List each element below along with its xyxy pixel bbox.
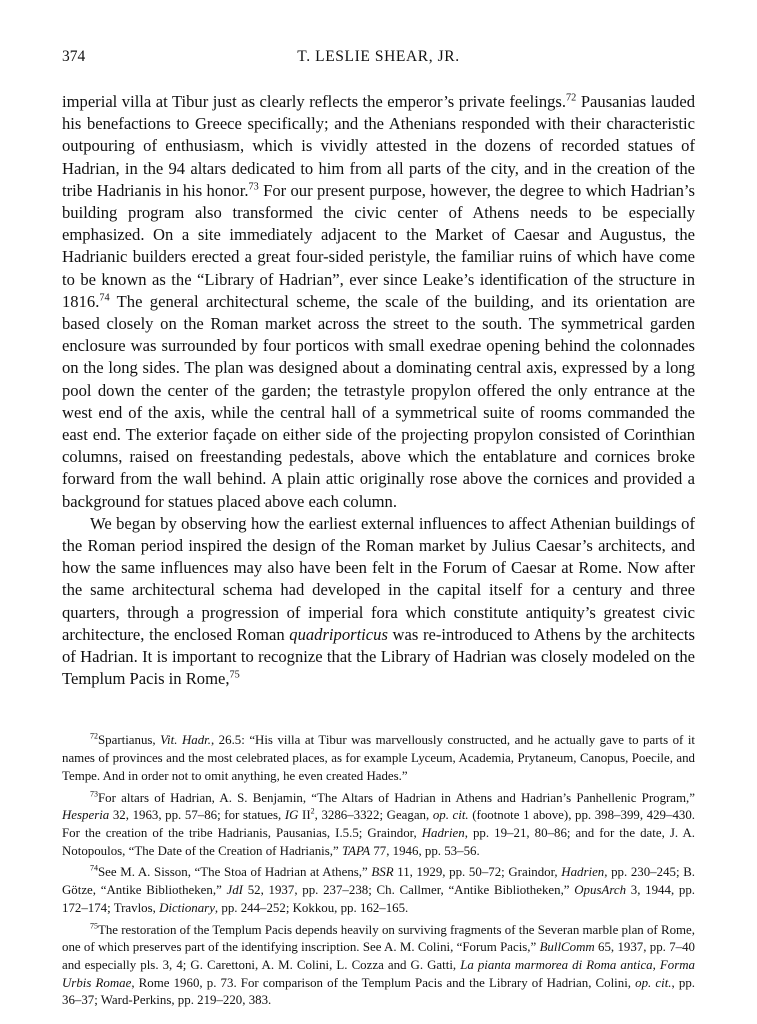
italic-title: OpusArch [574,883,627,898]
text: , pp. 230–245; B. Götze, “Antike Bibliotheken,” [62,865,696,898]
text: 3, 1944, pp. 172–174; Travlos, [62,883,695,915]
footnote-ref-74: 74 [99,292,110,304]
italic-title: IG [284,808,299,823]
italic-title: Dictionary [159,900,215,915]
text: , pp. 19–21, 80–86; and for the date, J. A. Notopoulos, “The Date of the Creation of Hadrianis,” [62,826,695,858]
paragraph-1 [62,91,695,513]
footnote-number: 74 [90,864,98,874]
body-text [62,91,695,690]
italic-title: BullComm [539,940,595,955]
italic-title: TAPA [341,843,371,858]
footnotes [62,732,695,1010]
text: , pp. 244–252; Kokkou, pp. 162–165. [214,900,409,915]
paragraph-2 [62,513,695,691]
italic-title: La pianta marmorea di Roma antica, Forma Urbis Romae [62,957,695,990]
text: II [298,808,311,823]
text: , 26.5: “His villa at Tibur was marvellously constructed, and he actually gave to parts of it names of provinces and the most celebrated places, as for example Lyceum, Academia, Prytaneum, Canopus, Poecile, and Tempe. And in order not to omit anything, he even created Hades.” [62,733,695,783]
page-number: 374 [62,48,86,65]
superscript: 2 [310,807,315,816]
footnote-72 [62,732,695,785]
text: 32, 1963, pp. 57–86; for statues, [109,808,285,823]
text: The restoration of the Templum Pacis depends heavily on surviving fragments of the Severan marble plan of Rome, one of which preserves part of the identifying inscription. See A. M. Colini, “Forum Pacis,” [62,922,695,955]
text: The general architectural scheme, the scale of the building, and its orientation are based closely on the Roman market across the street to the south. The symmetrical garden enclosure was surrounded by four porticos with small exedrae opening behind the colonnades on the long sides. The plan was designed about a dominating central axis, expressed by a long pool down the center of the garden; the tetrastyle propylon offered the only entrance at the west end of the axis, while the central hall of a symmetrical suite of rooms commanded the east end. The exterior façade on either side of the projecting propylon consisted of Corinthian columns, raised on freestanding pedestals, above which the entablature and cornices broke forward from the wall behind. A plain attic originally rose above the cornices and provided a background for statues placed above each column. [62,291,695,511]
footnote-ref-72: 72 [566,92,577,104]
footnote-ref-75: 75 [229,669,240,681]
text: 65, 1937, pp. 7–40 and especially pls. 3, 4; G. Carettoni, A. M. Colini, L. Cozza and G. Gatti, [62,940,695,972]
italic-title: op. cit. [432,808,469,823]
text: 52, 1937, pp. 237–238; Ch. Callmer, “Antike Bibliotheken,” [242,883,575,898]
text: , pp. 36–37; Ward-Perkins, pp. 219–220, 383. [62,975,695,1008]
italic-title: BSR [371,865,394,880]
footnote-73 [62,790,695,861]
italic-title: Hadrien [421,826,465,840]
text: (footnote 1 above), pp. 398–399, 429–430. For the creation of the tribe Hadrianis, Pausanias, I.5.5; Graindor, [62,808,695,840]
italic-title: Hadrien [561,865,605,880]
text: 77, 1946, pp. 53–56. [370,843,480,858]
footnote-number: 75 [90,921,98,931]
footnote-number: 73 [90,789,98,799]
text: imperial villa at Tibur just as clearly reflects the emperor’s private feelings. [62,92,567,111]
text: , Rome 1960, p. 73. For comparison of the Templum Pacis and the Library of Hadrian, Colini, [131,975,636,990]
running-title: T. LESLIE SHEAR, JR. [297,48,460,65]
text: For altars of Hadrian, A. S. Benjamin, “The Altars of Hadrian in Athens and Hadrian’s Panhellenic Program,” [97,790,695,805]
text: We began by observing how the earliest external influences to affect Athenian buildings of the Roman period inspired the design of the Roman market by Julius Caesar’s architects, and how the same influences may also have been felt in the Forum of Caesar at Rome. Now after the same architectural schema had developed in the capital itself for a century and three quarters, through a progression of imperial fora which constitute antiquity’s greatest civic architecture, the enclosed Roman [62,513,695,644]
text: See M. A. Sisson, “The Stoa of Hadrian at Athens,” [97,865,372,880]
text: For our present purpose, however, the degree to which Hadrian’s building program also transformed the civic center of Athens needs to be especially emphasized. On a site immediately adjacent to the Market of Caesar and Augustus, the Hadrianic builders erected a great four-sided peristyle, the familiar ruins of which have come to be known as the “Library of Hadrian”, ever since Leake’s identification of the structure in 1816. [62,180,695,311]
footnote-ref-73: 73 [248,181,259,193]
text: Pausanias lauded his benefactions to Greece specifically; and the Athenians responded with their characteristic outpouring of enthusiasm, which is vividly attested in the dozens of recorded statues of Hadrian, in the 94 altars dedicated to him from all parts of the city, and in the creation of the tribe Hadrianis in his honor. [62,92,695,200]
page [62,48,695,1014]
italic-title: JdI [226,883,243,898]
text: Spartianus, [97,733,161,748]
text: , 3286–3322; Geagan, [314,808,433,823]
italic-title: Vit. Hadr. [160,733,211,748]
footnote-75 [62,922,695,1011]
footnote-74 [62,864,695,917]
text: 11, 1929, pp. 50–72; Graindor, [393,865,562,880]
footnote-number: 72 [90,732,98,742]
italic-title: op. cit. [635,975,672,990]
text: was re-introduced to Athens by the architects of Hadrian. It is important to recognize that the Library of Hadrian was closely modeled on the Templum Pacis in Rome, [62,624,695,689]
page-header [62,48,695,72]
italic-title: Hesperia [62,808,110,823]
italic-term: quadriporticus [289,624,388,644]
